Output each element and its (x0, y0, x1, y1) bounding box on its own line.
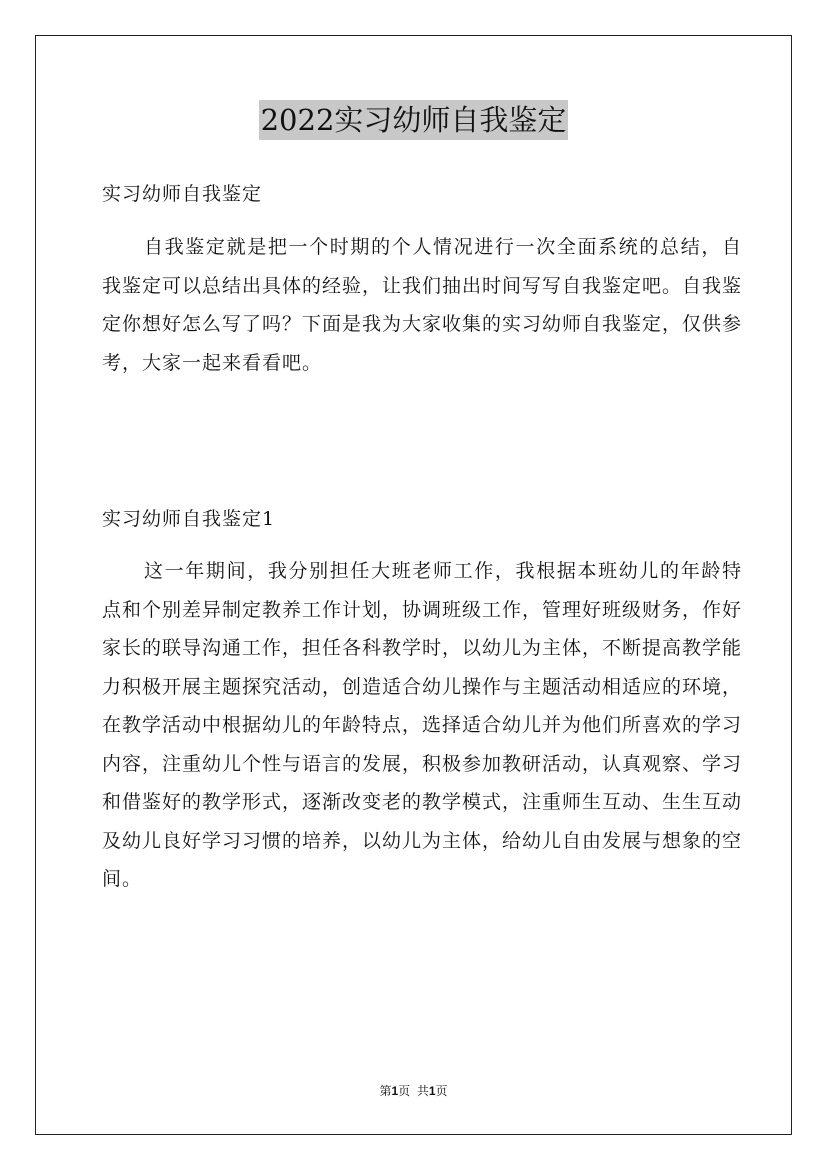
footer-page-suffix: 页 (435, 1084, 448, 1098)
section-1-heading: 实习幼师自我鉴定1 (102, 508, 276, 530)
footer-page-current: 1 (391, 1084, 399, 1098)
title-container (0, 100, 827, 140)
footer-page-mid: 页 共 (398, 1084, 429, 1098)
intro-paragraph: 自我鉴定就是把一个时期的个人情况进行一次全面系统的总结，自我鉴定可以总结出具体的经验，让我们抽出时间写写自我鉴定吧。自我鉴定你想好怎么写了吗？下面是我为大家收集的实习幼师自我鉴定，仅供参考，大家一起来看看吧。 (102, 236, 743, 374)
intro-heading: 实习幼师自我鉴定 (102, 183, 263, 205)
footer-page-total: 1 (428, 1084, 436, 1098)
document-title: 2022实习幼师自我鉴定 (259, 100, 569, 140)
section-1-paragraph: 这一年期间，我分别担任大班老师工作，我根据本班幼儿的年龄特点和个别差异制定教养工作计划，协调班级工作，管理好班级财务，作好家长的联导沟通工作，担任各科教学时，以幼儿为主体，不断提高教学能力积极开展主题探究活动，创造适合幼儿操作与主题活动相适应的环境，在教学活动中根据幼儿的年龄特点，选择适合幼儿并为他们所喜欢的学习内容，注重幼儿个性与语言的发展，积极参加教研活动，认真观察、学习和借鉴好的教学形式，逐渐改变老的教学模式，注重师生互动、生生互动及幼儿良好学习习惯的培养，以幼儿为主体，给幼儿自由发展与想象的空间。 (102, 560, 743, 890)
footer-page-prefix: 第 (379, 1084, 392, 1098)
page-footer (0, 1082, 827, 1099)
